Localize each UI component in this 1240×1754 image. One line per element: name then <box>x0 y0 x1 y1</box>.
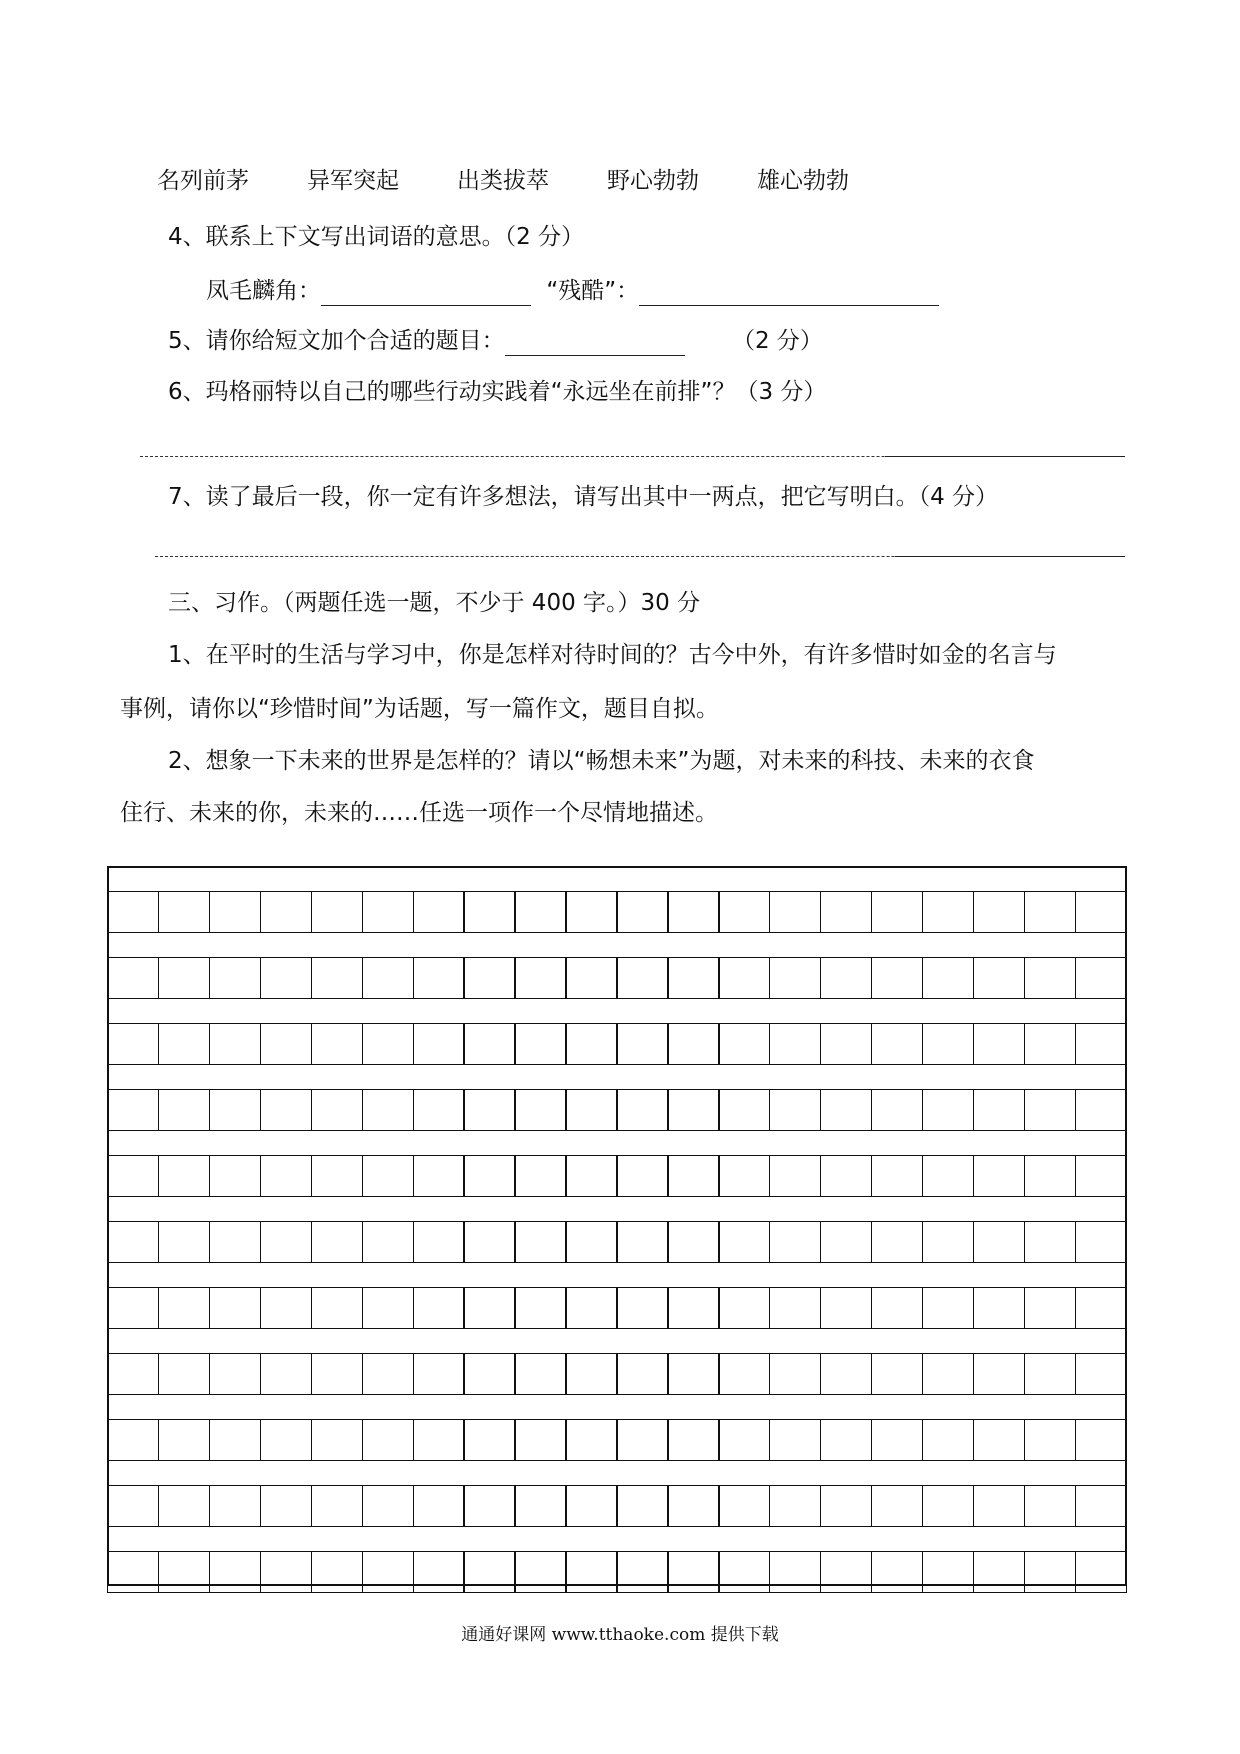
grid-cell[interactable] <box>413 1353 465 1395</box>
grid-cell[interactable] <box>769 1221 821 1263</box>
grid-cell[interactable] <box>413 1089 465 1131</box>
grid-cell[interactable] <box>463 1023 515 1065</box>
topic-2-line-2: 住行、未来的你，未来的……任选一项作一个尽情地描述。 <box>120 800 718 826</box>
grid-cell[interactable] <box>362 1353 414 1395</box>
grid-cell[interactable] <box>973 1353 1025 1395</box>
grid-cell[interactable] <box>1024 957 1076 999</box>
grid-cell[interactable] <box>463 891 515 933</box>
grid-cell[interactable] <box>922 1023 974 1065</box>
question-7-prompt: 7、读了最后一段，你一定有许多想法，请写出其中一两点，把它写明白。（4 分） <box>168 484 999 510</box>
grid-cell[interactable] <box>1075 1419 1127 1461</box>
grid-row <box>107 1353 1127 1395</box>
grid-cell[interactable] <box>769 1551 821 1593</box>
question-4-answers <box>206 276 939 306</box>
grid-cell[interactable] <box>260 1287 312 1329</box>
grid-cell[interactable] <box>820 1089 872 1131</box>
grid-cell[interactable] <box>820 1551 872 1593</box>
grid-cell[interactable] <box>616 1551 668 1593</box>
grid-cell[interactable] <box>871 1419 923 1461</box>
grid-cell[interactable] <box>922 1419 974 1461</box>
grid-cell[interactable] <box>565 957 617 999</box>
grid-cell[interactable] <box>260 891 312 933</box>
grid-cell[interactable] <box>1024 1287 1076 1329</box>
grid-cell[interactable] <box>311 1353 363 1395</box>
grid-cell[interactable] <box>1024 891 1076 933</box>
grid-cell[interactable] <box>565 891 617 933</box>
grid-row <box>107 1155 1127 1197</box>
question-6-prompt: 6、玛格丽特以自己的哪些行动实践着“永远坐在前排”？（3 分） <box>168 379 827 405</box>
grid-cell[interactable] <box>1075 891 1127 933</box>
grid-cell[interactable] <box>158 1419 210 1461</box>
grid-cell[interactable] <box>871 1551 923 1593</box>
grid-row <box>107 1023 1127 1065</box>
grid-cell[interactable] <box>209 1155 261 1197</box>
grid-cell[interactable] <box>463 1287 515 1329</box>
term-2-blank[interactable] <box>639 283 939 306</box>
grid-cell[interactable] <box>463 1419 515 1461</box>
grid-cell[interactable] <box>514 1353 566 1395</box>
grid-cell[interactable] <box>922 1353 974 1395</box>
grid-cell[interactable] <box>413 957 465 999</box>
grid-cell[interactable] <box>922 1287 974 1329</box>
grid-cell[interactable] <box>209 957 261 999</box>
grid-cell[interactable] <box>820 891 872 933</box>
grid-cell[interactable] <box>973 1155 1025 1197</box>
grid-cell[interactable] <box>209 1023 261 1065</box>
grid-cell[interactable] <box>718 1221 770 1263</box>
grid-cell[interactable] <box>667 891 719 933</box>
topic-1-line-1: 1、在平时的生活与学习中，你是怎样对待时间的？古今中外，有许多惜时如金的名言与 <box>168 642 1057 668</box>
grid-cell[interactable] <box>158 1023 210 1065</box>
grid-cell[interactable] <box>311 1287 363 1329</box>
grid-cell[interactable] <box>463 1551 515 1593</box>
grid-cell[interactable] <box>973 1023 1025 1065</box>
grid-cell[interactable] <box>107 1485 159 1527</box>
grid-cell[interactable] <box>973 957 1025 999</box>
grid-row <box>107 1551 1127 1593</box>
grid-row <box>107 1419 1127 1461</box>
grid-cell[interactable] <box>667 1551 719 1593</box>
grid-cell[interactable] <box>158 1221 210 1263</box>
grid-cell[interactable] <box>718 1155 770 1197</box>
grid-cell[interactable] <box>260 1089 312 1131</box>
grid-cell[interactable] <box>718 1287 770 1329</box>
grid-cell[interactable] <box>871 957 923 999</box>
grid-cell[interactable] <box>514 1287 566 1329</box>
grid-cell[interactable] <box>514 957 566 999</box>
grid-cell[interactable] <box>922 1089 974 1131</box>
grid-cell[interactable] <box>209 1485 261 1527</box>
grid-cell[interactable] <box>616 891 668 933</box>
grid-row <box>107 1089 1127 1131</box>
grid-cell[interactable] <box>209 1551 261 1593</box>
grid-cell[interactable] <box>107 1353 159 1395</box>
grid-cell[interactable] <box>565 1155 617 1197</box>
grid-row <box>107 1221 1127 1263</box>
grid-row <box>107 957 1127 999</box>
grid-cell[interactable] <box>871 1287 923 1329</box>
grid-cell[interactable] <box>616 1353 668 1395</box>
grid-cell[interactable] <box>667 1353 719 1395</box>
grid-cell[interactable] <box>209 1287 261 1329</box>
grid-cell[interactable] <box>209 1353 261 1395</box>
grid-cell[interactable] <box>413 1155 465 1197</box>
grid-cell[interactable] <box>107 1419 159 1461</box>
grid-cell[interactable] <box>769 957 821 999</box>
word-choice: 异军突起 <box>307 168 399 194</box>
term-2-label: “残酷”： <box>546 278 640 304</box>
grid-cell[interactable] <box>1075 1221 1127 1263</box>
grid-cell[interactable] <box>1075 1155 1127 1197</box>
word-choice: 雄心勃勃 <box>757 168 849 194</box>
grid-cell[interactable] <box>973 1551 1025 1593</box>
grid-cell[interactable] <box>260 1155 312 1197</box>
grid-cell[interactable] <box>362 1155 414 1197</box>
grid-cell[interactable] <box>362 1089 414 1131</box>
grid-cell[interactable] <box>565 1089 617 1131</box>
grid-cell[interactable] <box>922 1551 974 1593</box>
grid-cell[interactable] <box>209 891 261 933</box>
grid-cell[interactable] <box>107 1089 159 1131</box>
grid-cell[interactable] <box>413 1485 465 1527</box>
grid-cell[interactable] <box>718 891 770 933</box>
question-6-answer-line[interactable] <box>140 456 1125 457</box>
grid-cell[interactable] <box>311 1221 363 1263</box>
grid-cell[interactable] <box>667 1155 719 1197</box>
grid-cell[interactable] <box>973 1419 1025 1461</box>
grid-cell[interactable] <box>973 1485 1025 1527</box>
grid-row <box>107 1485 1127 1527</box>
grid-cell[interactable] <box>1075 1551 1127 1593</box>
section-3-heading: 三、习作。（两题任选一题，不少于 400 字。）30 分 <box>168 590 701 616</box>
grid-cell[interactable] <box>413 1419 465 1461</box>
grid-cell[interactable] <box>871 891 923 933</box>
grid-cell[interactable] <box>565 1221 617 1263</box>
grid-cell[interactable] <box>769 1485 821 1527</box>
grid-cell[interactable] <box>769 1155 821 1197</box>
grid-cell[interactable] <box>871 1485 923 1527</box>
grid-cell[interactable] <box>565 1419 617 1461</box>
grid-cell[interactable] <box>871 1155 923 1197</box>
footer-credit: 通通好课网 www.tthaoke.com 提供下载 <box>461 1625 779 1645</box>
grid-cell[interactable] <box>413 891 465 933</box>
grid-cell[interactable] <box>616 1155 668 1197</box>
grid-cell[interactable] <box>463 957 515 999</box>
grid-cell[interactable] <box>718 1419 770 1461</box>
grid-cell[interactable] <box>260 957 312 999</box>
grid-cell[interactable] <box>718 1023 770 1065</box>
grid-cell[interactable] <box>973 891 1025 933</box>
grid-cell[interactable] <box>769 1089 821 1131</box>
grid-cell[interactable] <box>1024 1023 1076 1065</box>
grid-cell[interactable] <box>362 1023 414 1065</box>
word-choice: 出类拔萃 <box>457 168 549 194</box>
grid-cell[interactable] <box>565 1023 617 1065</box>
grid-cell[interactable] <box>769 891 821 933</box>
grid-cell[interactable] <box>871 1221 923 1263</box>
grid-cell[interactable] <box>158 957 210 999</box>
grid-cell[interactable] <box>820 1353 872 1395</box>
title-blank[interactable] <box>505 333 685 356</box>
grid-cell[interactable] <box>413 1551 465 1593</box>
grid-cell[interactable] <box>311 891 363 933</box>
grid-cell[interactable] <box>514 891 566 933</box>
grid-cell[interactable] <box>667 1485 719 1527</box>
grid-cell[interactable] <box>1075 1089 1127 1131</box>
grid-row <box>107 1287 1127 1329</box>
grid-cell[interactable] <box>616 957 668 999</box>
grid-cell[interactable] <box>718 1089 770 1131</box>
grid-cell[interactable] <box>922 891 974 933</box>
grid-cell[interactable] <box>820 957 872 999</box>
grid-cell[interactable] <box>871 1089 923 1131</box>
grid-cell[interactable] <box>820 1023 872 1065</box>
grid-cell[interactable] <box>769 1023 821 1065</box>
question-4-prompt: 4、联系上下文写出词语的意思。（2 分） <box>168 224 585 250</box>
grid-cell[interactable] <box>209 1089 261 1131</box>
grid-cell[interactable] <box>1075 1287 1127 1329</box>
grid-cell[interactable] <box>1024 1485 1076 1527</box>
grid-cell[interactable] <box>1024 1221 1076 1263</box>
grid-cell[interactable] <box>667 1023 719 1065</box>
term-1-blank[interactable] <box>321 283 531 306</box>
grid-cell[interactable] <box>667 1419 719 1461</box>
grid-cell[interactable] <box>871 1023 923 1065</box>
grid-cell[interactable] <box>973 1089 1025 1131</box>
grid-cell[interactable] <box>362 1485 414 1527</box>
grid-cell[interactable] <box>260 1551 312 1593</box>
grid-cell[interactable] <box>769 1419 821 1461</box>
grid-cell[interactable] <box>820 1287 872 1329</box>
grid-cell[interactable] <box>209 1419 261 1461</box>
grid-cell[interactable] <box>413 1221 465 1263</box>
word-choice: 名列前茅 <box>157 168 249 194</box>
grid-cell[interactable] <box>362 891 414 933</box>
grid-cell[interactable] <box>514 1023 566 1065</box>
grid-cell[interactable] <box>667 1287 719 1329</box>
grid-cell[interactable] <box>311 1419 363 1461</box>
grid-cell[interactable] <box>413 1023 465 1065</box>
grid-cell[interactable] <box>362 957 414 999</box>
word-choice: 野心勃勃 <box>607 168 699 194</box>
grid-cell[interactable] <box>362 1419 414 1461</box>
grid-cell[interactable] <box>311 1485 363 1527</box>
grid-cell[interactable] <box>973 1287 1025 1329</box>
question-7-answer-line[interactable] <box>155 556 1125 557</box>
grid-cell[interactable] <box>616 1023 668 1065</box>
grid-cell[interactable] <box>158 891 210 933</box>
grid-cell[interactable] <box>820 1419 872 1461</box>
grid-cell[interactable] <box>107 1551 159 1593</box>
topic-2-line-1: 2、想象一下未来的世界是怎样的？请以“畅想未来”为题，对未来的科技、未来的衣食 <box>168 748 1035 774</box>
grid-cell[interactable] <box>1075 957 1127 999</box>
grid-cell[interactable] <box>616 1419 668 1461</box>
grid-cell[interactable] <box>616 1089 668 1131</box>
grid-cell[interactable] <box>1024 1551 1076 1593</box>
grid-cell[interactable] <box>463 1221 515 1263</box>
grid-cell[interactable] <box>463 1485 515 1527</box>
grid-cell[interactable] <box>260 1023 312 1065</box>
grid-cell[interactable] <box>514 1221 566 1263</box>
grid-cell[interactable] <box>463 1155 515 1197</box>
grid-cell[interactable] <box>209 1221 261 1263</box>
grid-cell[interactable] <box>158 1287 210 1329</box>
grid-cell[interactable] <box>616 1485 668 1527</box>
grid-cell[interactable] <box>973 1221 1025 1263</box>
grid-cell[interactable] <box>107 1287 159 1329</box>
grid-cell[interactable] <box>1024 1089 1076 1131</box>
grid-cell[interactable] <box>311 957 363 999</box>
grid-cell[interactable] <box>667 957 719 999</box>
grid-cell[interactable] <box>463 1353 515 1395</box>
grid-cell[interactable] <box>514 1419 566 1461</box>
grid-cell[interactable] <box>565 1485 617 1527</box>
term-1-label: 凤毛麟角： <box>206 278 321 304</box>
grid-cell[interactable] <box>820 1221 872 1263</box>
grid-cell[interactable] <box>1075 1485 1127 1527</box>
grid-cell[interactable] <box>871 1353 923 1395</box>
grid-cell[interactable] <box>667 1221 719 1263</box>
grid-cell[interactable] <box>514 1089 566 1131</box>
grid-cell[interactable] <box>922 1221 974 1263</box>
grid-cell[interactable] <box>922 957 974 999</box>
grid-cell[interactable] <box>718 1551 770 1593</box>
grid-cell[interactable] <box>413 1287 465 1329</box>
grid-cell[interactable] <box>463 1089 515 1131</box>
grid-cell[interactable] <box>922 1485 974 1527</box>
grid-cell[interactable] <box>311 1089 363 1131</box>
grid-cell[interactable] <box>311 1551 363 1593</box>
grid-cell[interactable] <box>820 1155 872 1197</box>
grid-row <box>107 891 1127 933</box>
grid-cell[interactable] <box>260 1419 312 1461</box>
grid-cell[interactable] <box>107 1023 159 1065</box>
grid-cell[interactable] <box>514 1551 566 1593</box>
grid-cell[interactable] <box>260 1485 312 1527</box>
grid-cell[interactable] <box>718 957 770 999</box>
grid-cell[interactable] <box>260 1353 312 1395</box>
grid-cell[interactable] <box>158 1353 210 1395</box>
grid-cell[interactable] <box>362 1551 414 1593</box>
question-5-score: （2 分） <box>731 328 823 354</box>
grid-cell[interactable] <box>158 1485 210 1527</box>
grid-cell[interactable] <box>107 891 159 933</box>
grid-cell[interactable] <box>769 1353 821 1395</box>
grid-cell[interactable] <box>565 1551 617 1593</box>
grid-cell[interactable] <box>514 1155 566 1197</box>
grid-cell[interactable] <box>362 1221 414 1263</box>
grid-cell[interactable] <box>311 1155 363 1197</box>
grid-cell[interactable] <box>158 1551 210 1593</box>
grid-cell[interactable] <box>107 1221 159 1263</box>
grid-cell[interactable] <box>565 1287 617 1329</box>
grid-cell[interactable] <box>718 1353 770 1395</box>
grid-cell[interactable] <box>107 1155 159 1197</box>
grid-cell[interactable] <box>718 1485 770 1527</box>
question-5 <box>168 326 823 356</box>
grid-cell[interactable] <box>107 957 159 999</box>
grid-cell[interactable] <box>667 1089 719 1131</box>
grid-cell[interactable] <box>769 1287 821 1329</box>
grid-cell[interactable] <box>820 1485 872 1527</box>
grid-cell[interactable] <box>514 1485 566 1527</box>
grid-cell[interactable] <box>1024 1419 1076 1461</box>
grid-cell[interactable] <box>565 1353 617 1395</box>
grid-cell[interactable] <box>616 1221 668 1263</box>
grid-cell[interactable] <box>922 1155 974 1197</box>
topic-1-line-2: 事例，请你以“珍惜时间”为话题，写一篇作文，题目自拟。 <box>120 696 719 722</box>
grid-cell[interactable] <box>1024 1353 1076 1395</box>
question-5-prompt: 5、请你给短文加个合适的题目： <box>168 328 505 354</box>
writing-grid[interactable] <box>107 866 1127 1586</box>
grid-cell[interactable] <box>158 1089 210 1131</box>
grid-cell[interactable] <box>260 1221 312 1263</box>
grid-cell[interactable] <box>311 1023 363 1065</box>
grid-cell[interactable] <box>1075 1353 1127 1395</box>
grid-cell[interactable] <box>1075 1023 1127 1065</box>
grid-cell[interactable] <box>158 1155 210 1197</box>
grid-cell[interactable] <box>616 1287 668 1329</box>
grid-cell[interactable] <box>1024 1155 1076 1197</box>
grid-cell[interactable] <box>362 1287 414 1329</box>
